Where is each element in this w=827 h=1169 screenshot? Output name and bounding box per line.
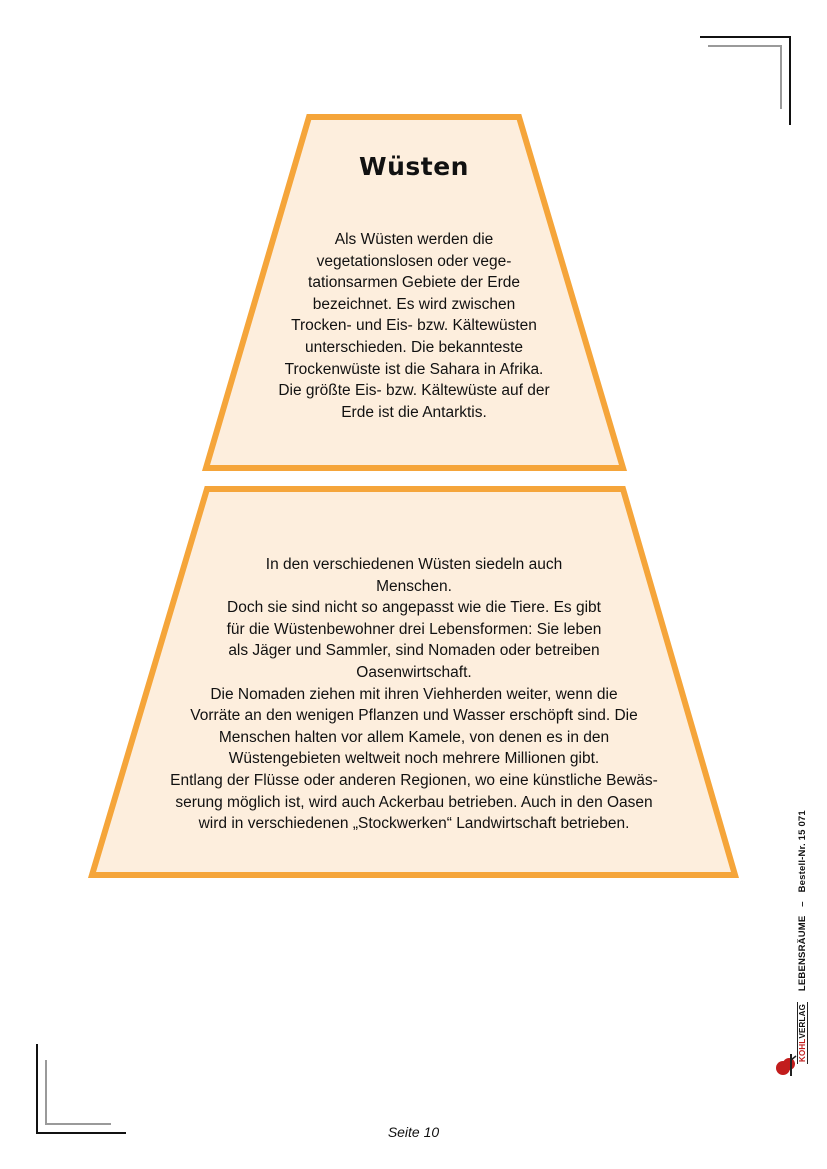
text-line: Oasenwirtschaft.: [356, 663, 472, 681]
sidebar-imprint: [797, 810, 808, 1064]
text-line: als Jäger und Sammler, sind Nomaden oder betreiben: [228, 642, 600, 660]
text-line: Als Wüsten werden die: [334, 231, 494, 248]
text-line: wird in verschiedenen „Stockwerken“ Landwirtschaft betrieben.: [198, 815, 630, 833]
text-line: Menschen.: [376, 577, 452, 595]
text-line: Erde ist die Antarktis.: [341, 403, 487, 421]
text-line: Entlang der Flüsse oder anderen Regionen, wo eine künstliche Bewäs-: [170, 771, 658, 789]
card-top-text: [230, 229, 598, 423]
text-line: unterschieden. Die bekannteste: [304, 338, 523, 356]
tree-logo-icon: [775, 1052, 797, 1078]
text-line: Trockenwüste ist die Sahara in Afrika.: [284, 360, 544, 378]
text-line: Doch sie sind nicht so angepasst wie die Tiere. Es gibt: [227, 599, 601, 617]
text-line: für die Wüstenbewohner drei Lebensformen: Sie leben: [226, 620, 602, 638]
text-line: Vorräte an den wenigen Pflanzen und Wasser erschöpft sind. Die: [190, 707, 638, 725]
text-line: In den verschiedenen Wüsten siedeln auch: [265, 556, 563, 573]
text-line: vegetationslosen oder vege-: [316, 252, 512, 270]
separator: –: [797, 901, 809, 907]
text-line: Trocken- und Eis- bzw. Kältewüsten: [291, 317, 537, 335]
text-line: Die größte Eis- bzw. Kältewüste auf der: [278, 382, 550, 400]
series-title: LEBENSRÄUME: [797, 915, 809, 992]
publisher-logo-text: KOHLVERLAG: [798, 1003, 808, 1062]
text-line: Die Nomaden ziehen mit ihren Viehherden weiter, wenn die: [210, 685, 618, 703]
card-bottom-text: [140, 554, 688, 835]
text-line: Menschen halten vor allem Kamele, von denen es in den: [218, 728, 610, 746]
text-line: serung möglich ist, wird auch Ackerbau betrieben. Auch in den Oasen: [175, 793, 653, 811]
text-line: tationsarmen Gebiete der Erde: [308, 274, 520, 292]
text-line: bezeichnet. Es wird zwischen: [312, 295, 516, 313]
text-line: Wüstengebieten weltweit noch mehrere Millionen gibt.: [228, 750, 600, 768]
order-number: Bestell-Nr. 15 071: [797, 810, 809, 893]
page-number: Seite 10: [387, 1124, 440, 1140]
card-top-title: Wüsten: [359, 152, 469, 181]
